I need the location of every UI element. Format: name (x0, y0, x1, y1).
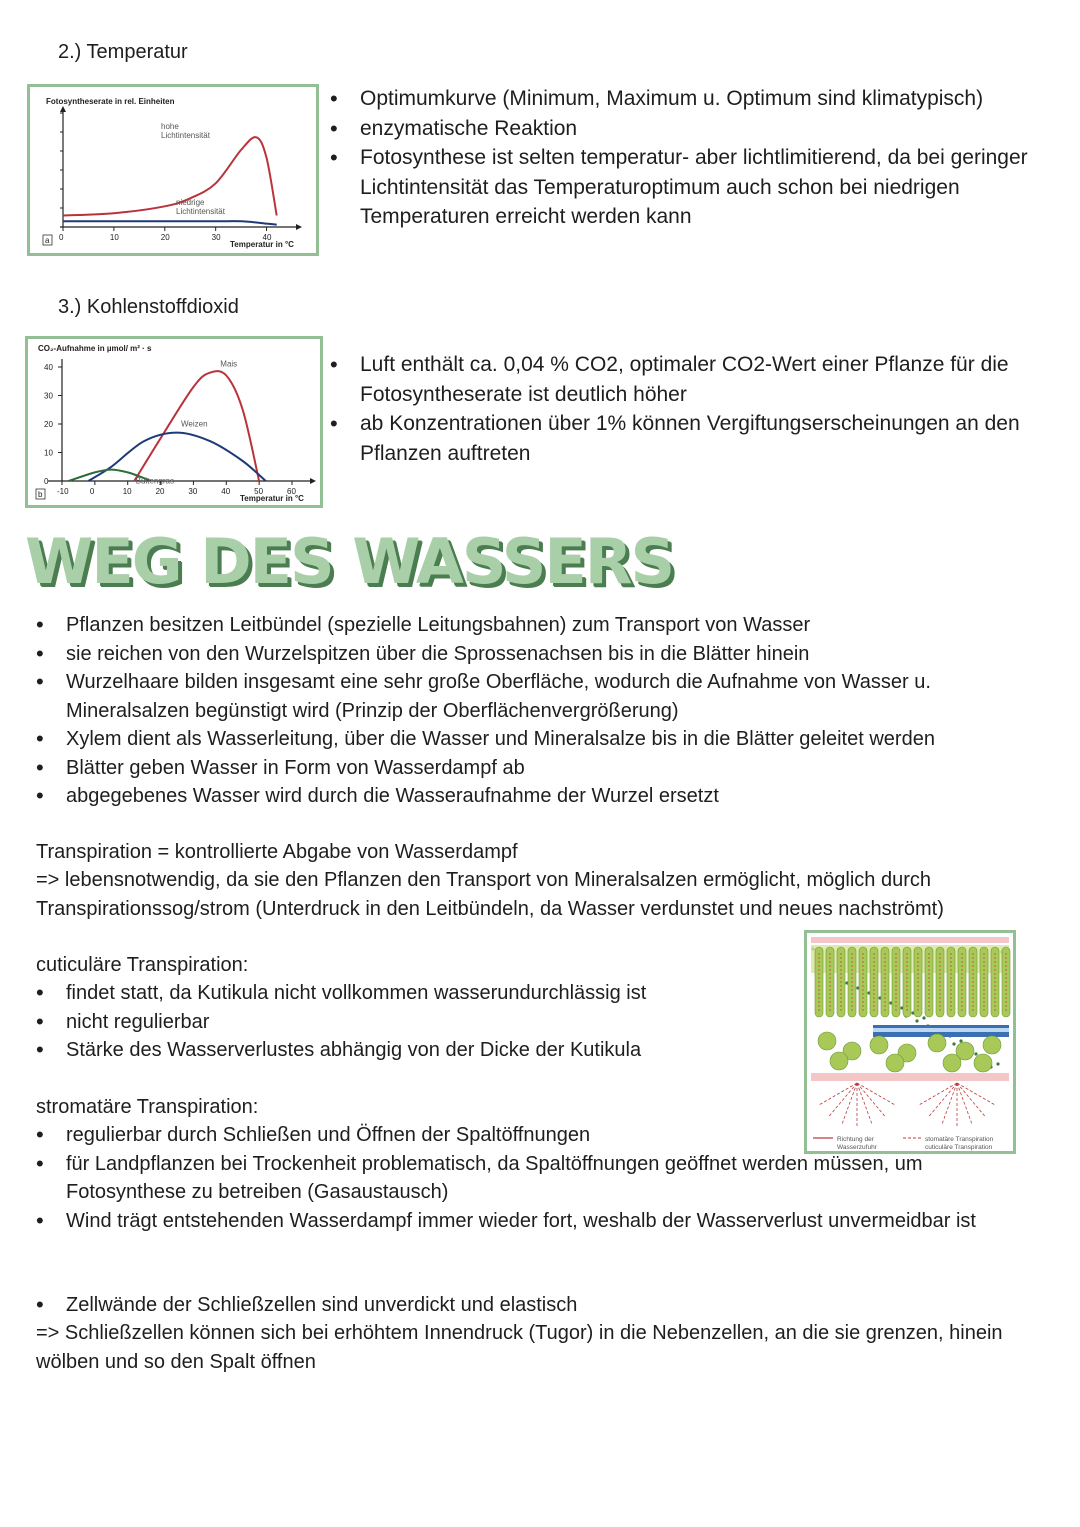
leaf-spongy-cell (974, 1054, 992, 1072)
temperature-chart (27, 84, 319, 256)
cuticular-heading: cuticuläre Transpiration: (36, 954, 249, 976)
section2-bullet: • Optimumkurve (Minimum, Maximum u. Optimum sind klimatypisch) (330, 84, 1030, 114)
chart-b-y-tick-label: 0 (44, 477, 49, 486)
chart-a-x-tick-label: 40 (262, 233, 272, 242)
leaf-cuticle-top (811, 937, 1009, 943)
chart-a-x-tick-label: 20 (160, 233, 170, 242)
chart-b-x-arrow (310, 478, 316, 484)
chart-b-x-tick-label: 0 (89, 487, 95, 496)
leaf-legend-left-2: Wasserzufuhr (837, 1144, 877, 1151)
chart-a-y-arrow (60, 106, 66, 112)
cuticular-bullet: • nicht regulierbar (36, 1008, 796, 1037)
guard-bullet: • Zellwände der Schließzellen sind unverdickt und elastisch (36, 1291, 1026, 1320)
stomatal-bullet: • regulierbar durch Schließen und Öffnen der Spaltöffnungen (36, 1121, 996, 1150)
leaf-chloroplast (974, 1052, 977, 1055)
leaf-spongy-cell (818, 1032, 836, 1050)
chart-b-label-bueltengras: Bültengras (135, 476, 174, 486)
leaf-lower-epidermis (811, 1073, 1009, 1081)
chart-a-label-high-2: Lichtintensität (161, 131, 210, 140)
leaf-spongy-cell (983, 1036, 1001, 1054)
chart-b-x-tick-label: 40 (221, 487, 231, 496)
leaf-legend-right-1: stomatäre Transpiration (925, 1136, 994, 1143)
leaf-chloroplast (996, 1062, 999, 1065)
leaf-vessel-inner (873, 1028, 1009, 1032)
chart-b-series-weizen (88, 433, 265, 481)
stomatal-bullet: • Wind trägt entstehenden Wasserdampf immer wieder fort, weshalb der Wasserverlust unvermeidbar ist (36, 1207, 996, 1236)
chart-a-xlabel: Temperatur in °C (230, 240, 294, 249)
chart-b-label-weizen: Weizen (181, 419, 208, 429)
chart-b-x-tick-label: 50 (254, 487, 264, 496)
chart-b-label-mais: Mais (220, 359, 238, 369)
water-bullet: • sie reichen von den Wurzelspitzen über die Sprossenachsen bis in die Blätter hinein (36, 640, 1026, 669)
cuticular-bullets (36, 979, 796, 1065)
leaf-legend-right-2: cuticuläre Transpiration (925, 1144, 993, 1151)
section2-bullet: • Fotosynthese ist selten temperatur- aber lichtlimitierend, da bei geringer Lichtintensität das Temperaturoptimum auch schon bei niedrigen Temperaturen erreicht werden kann (330, 143, 1030, 232)
section3-bullets (330, 350, 1020, 468)
transpiration-note: => lebensnotwendig, da sie den Pflanzen den Transport von Mineralsalzen ermöglicht, möglich durch Transpirationssog/strom (Unterdruck in den Leitbündeln, da Wasser verdunstet und neues nachströmt) (36, 869, 944, 920)
leaf-chloroplast (922, 1016, 925, 1019)
chart-b-x-tick-label: -10 (57, 487, 69, 496)
co2-chart (25, 336, 323, 508)
guard-note: => Schließzellen können sich bei erhöhtem Innendruck (Tugor) in die Nebenzellen, an die sie grenzen, hinein wölben und so den Spalt öffnen (36, 1322, 1003, 1373)
chart-a-x-tick-label: 0 (59, 233, 64, 242)
chart-b-y-tick-label: 10 (44, 448, 53, 458)
section2-bullets (330, 84, 1030, 232)
chart-b-x-tick-label: 10 (122, 487, 132, 496)
chart-a-series-high-light (63, 137, 277, 215)
transpiration-definition: Transpiration = kontrollierte Abgabe von Wasserdampf (36, 841, 518, 863)
leaf-legend-left-1: Richtung der (837, 1136, 874, 1143)
temperature-chart-svg (30, 87, 316, 253)
chart-b-y-tick-label: 40 (44, 363, 53, 372)
leaf-chloroplast (915, 1019, 918, 1022)
chart-b-xlabel: Temperatur in °C (240, 494, 304, 503)
leaf-chloroplast (959, 1039, 962, 1042)
cuticular-bullet: • findet statt, da Kutikula nicht vollkommen wasserundurchlässig ist (36, 979, 796, 1008)
chart-b-x-tick-label: 20 (155, 487, 165, 496)
stomatal-bullet: • für Landpflanzen bei Trockenheit problematisch, da Spaltöffnungen geöffnet werden müssen, um Fotosynthese zu betreiben (Gasaustausch) (36, 1150, 996, 1207)
chart-a-panel-label: a (45, 236, 50, 245)
section3-heading: 3.) Kohlenstoffdioxid (58, 296, 239, 318)
co2-chart-svg (28, 339, 320, 505)
chart-b-ylabel: CO₂-Aufnahme in µmol/ m² · s (38, 344, 152, 353)
stomatal-bullets (36, 1121, 996, 1235)
water-bullet: • Xylem dient als Wasserleitung, über die Wasser und Mineralsalze bis in die Blätter geleitet werden (36, 725, 1026, 754)
leaf-spongy-cell (830, 1052, 848, 1070)
leaf-spongy (818, 1032, 1001, 1072)
leaf-chloroplast (952, 1042, 955, 1045)
chart-a-x-tick-label: 30 (211, 233, 221, 242)
section3-bullet: • Luft enthält ca. 0,04 % CO2, optimaler CO2-Wert einer Pflanze für die Fotosyntheserate ist deutlich höher (330, 350, 1020, 409)
chart-b-x-tick-label: 60 (287, 487, 296, 496)
water-bullet: • abgegebenes Wasser wird durch die Wasseraufnahme der Wurzel ersetzt (36, 782, 1026, 811)
chart-a-label-low-2: Lichtintensität (176, 207, 225, 216)
chart-b-y-tick-label: 30 (44, 391, 53, 401)
leaf-spongy-cell (943, 1054, 961, 1072)
chart-a-x-tick-label: 10 (109, 233, 119, 242)
chart-a-series-low-light (63, 221, 277, 225)
chart-b-y-tick-label: 20 (44, 420, 53, 429)
chart-b-panel-label: b (38, 490, 43, 499)
chart-a-ylabel: Fotosyntheserate in rel. Einheiten (46, 97, 175, 106)
water-title: WEG DES WASSERS (25, 525, 674, 598)
section2-heading: 2.) Temperatur (58, 41, 188, 63)
water-bullet: • Blätter geben Wasser in Form von Wasserdampf ab (36, 754, 1026, 783)
water-bullet: • Wurzelhaare bilden insgesamt eine sehr große Oberfläche, wodurch die Aufnahme von Wasser u. Mineralsalzen begünstigt wird (Prinzip der Oberflächenvergrößerung) (36, 668, 1026, 725)
leaf-spongy-cell (886, 1054, 904, 1072)
chart-a-label-low-1: niedrige (176, 198, 205, 207)
stomatal-heading: stromatäre Transpiration: (36, 1096, 259, 1118)
leaf-spongy-cell (870, 1036, 888, 1054)
chart-a-x-arrow (296, 224, 302, 230)
leaf-spongy-cell (928, 1034, 946, 1052)
water-bullets (36, 611, 1026, 811)
chart-a-label-high-1: hohe (161, 122, 179, 131)
guard-bullets (36, 1291, 1026, 1320)
section2-bullet: • enzymatische Reaktion (330, 114, 1030, 144)
chart-b-x-tick-label: 30 (188, 487, 198, 496)
cuticular-bullet: • Stärke des Wasserverlustes abhängig von der Dicke der Kutikula (36, 1036, 796, 1065)
water-bullet: • Pflanzen besitzen Leitbündel (spezielle Leitungsbahnen) zum Transport von Wasser (36, 611, 1026, 640)
section3-bullet: • ab Konzentrationen über 1% können Vergiftungserscheinungen an den Pflanzen auftreten (330, 409, 1020, 468)
